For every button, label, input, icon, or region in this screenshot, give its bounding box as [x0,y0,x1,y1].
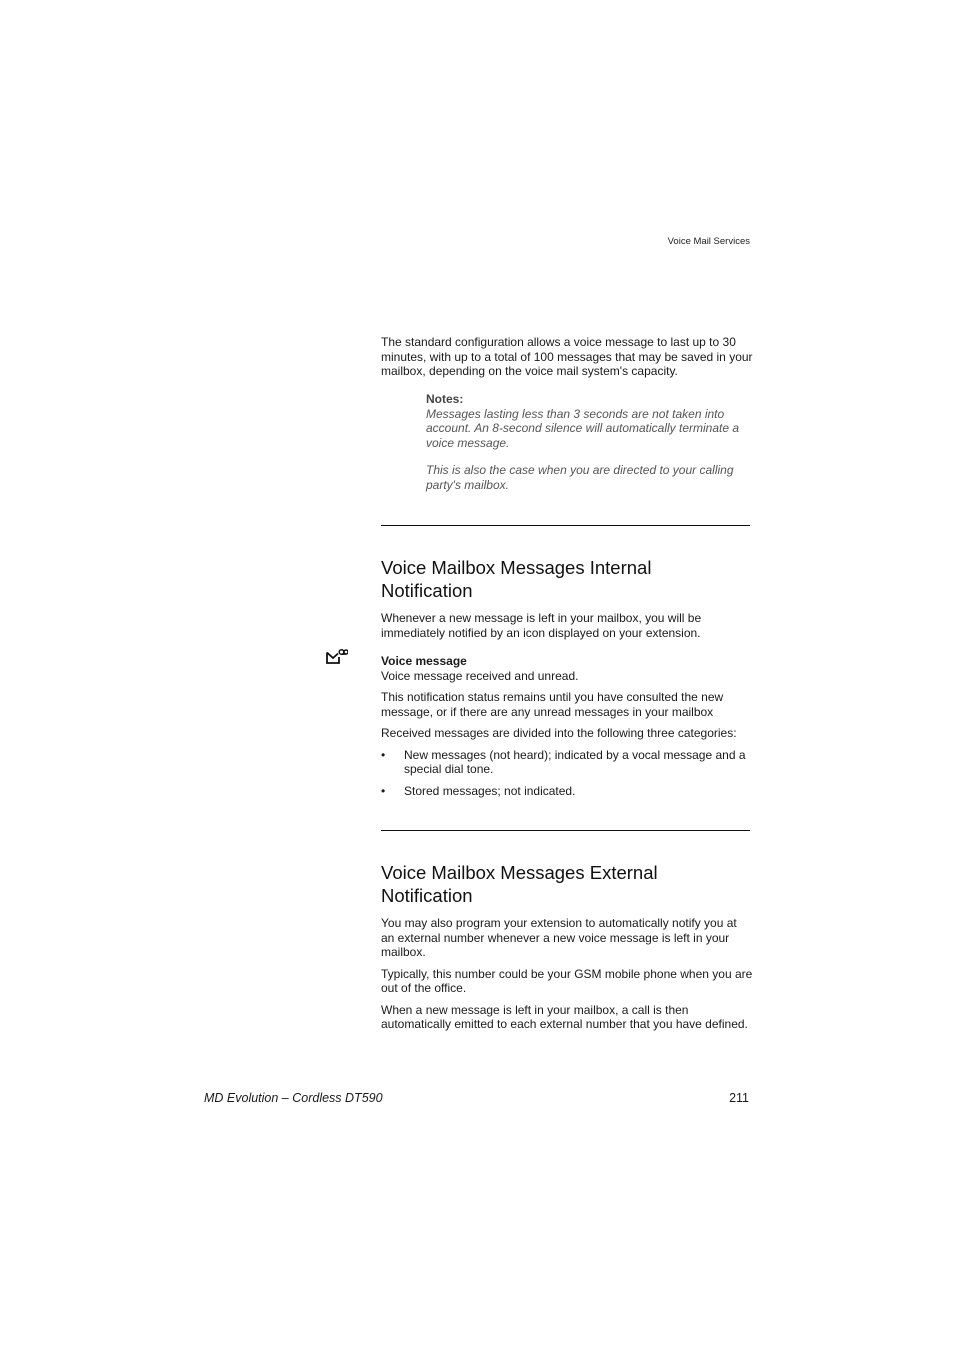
voice-message-block [381,654,753,798]
running-header: Voice Mail Services [667,236,750,247]
list-item [381,784,753,799]
bullet-glyph: • [381,747,386,762]
list-item [381,748,753,777]
section-divider [381,525,750,526]
section-internal-intro-text: Whenever a new message is left in your mailbox, you will be immediately notified by an icon displayed on your extension. [381,611,702,640]
section-internal-heading [381,556,753,602]
section-internal-title-line1: Voice Mailbox Messages Internal [381,557,652,578]
section-internal-title-line2: Notification [381,580,473,601]
list-item-text: Stored messages; not indicated. [404,783,576,798]
section-divider [381,830,750,831]
notes-title: Notes: [426,392,464,406]
section-external-paragraph: Typically, this number could be your GSM mobile phone when you are out of the office. [381,966,753,995]
section-external-body [381,916,753,1032]
section-external-heading [381,861,753,907]
section-external-paragraph: When a new message is left in your mailbox, a call is then automatically emitted to each external number that you have defined. [381,1002,748,1031]
intro-text: The standard configuration allows a voice message to last up to 30 minutes, with up to a total of 100 messages that may be saved in your mailbox, depending on the voice mail system's capacity. [381,335,753,378]
status-text: This notification status remains until you have consulted the new message, or if there are any unread messages in your mailbox [381,690,724,719]
section-external-paragraph: You may also program your extension to automatically notify you at an external number whenever a new voice message is left in your mailbox. [381,916,737,959]
footer-page-number: 211 [729,1091,749,1105]
voicemail-envelope-icon [326,648,348,666]
category-list [381,748,753,799]
bullet-glyph: • [381,783,386,798]
section-internal-intro [381,611,753,640]
note-item: This is also the case when you are directed to your calling party's mailbox. [426,463,734,492]
categories-text: Received messages are divided into the following three categories: [381,726,737,740]
note-item: Messages lasting less than 3 seconds are not taken into account. An 8-second silence will automatically terminate a voice message. [426,406,740,450]
section-external-title-line2: Notification [381,885,473,906]
section-external-title-line1: Voice Mailbox Messages External [381,862,658,883]
voice-message-desc: Voice message received and unread. [381,668,579,683]
list-item-text: New messages (not heard); indicated by a vocal message and a special dial tone. [404,747,746,776]
intro-paragraph [381,335,753,379]
voice-message-label: Voice message [381,654,467,668]
notes-block [426,392,756,492]
footer-doc-title: MD Evolution – Cordless DT590 [204,1091,383,1105]
